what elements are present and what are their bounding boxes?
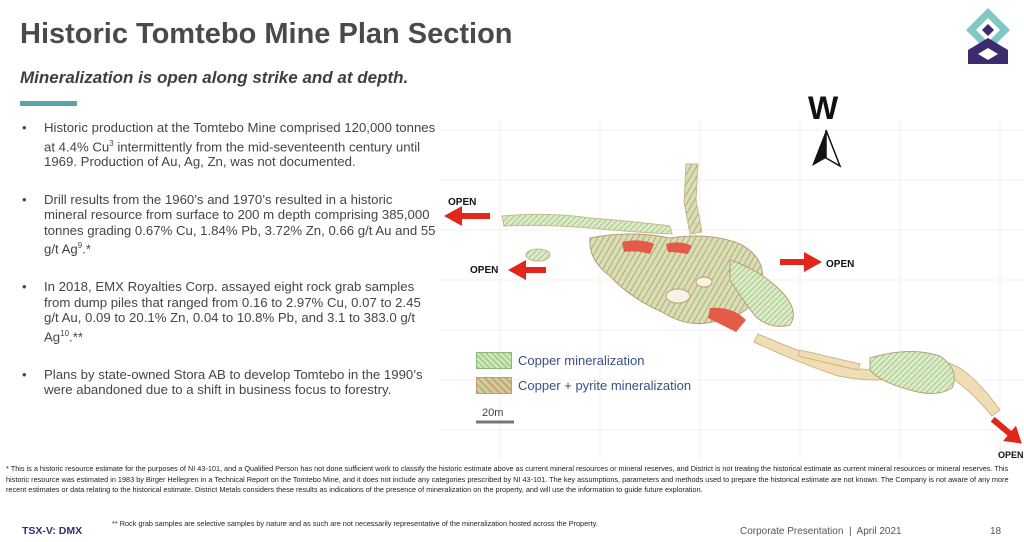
page-number: 18	[990, 526, 1002, 537]
footnote-historic: * This is a historic resource estimate for the purposes of NI 43-101, and a Qualified Person has not done sufficient work to classify the historic estimate above as current mineral resources or mineral reserves, and District is not treating the historical estimate as current mineral resources or mineral reserves. This historic resource was estimated in 1983 by Birger Hellegren in a Technical Report on the Tomtebo Mine, and it does not include any categories prescribed by NI 43-101. The key assumptions, parameters and methods used to prepare the historical estimate are not known. The Company is not aware of any more recent estimates or data relating to the historical estimate. District Metals considers these results as indications of the presence of mineralization on the property, and will use the information to guide future exploration.	[6, 464, 1009, 495]
open-label-west-lower: OPEN	[470, 265, 499, 276]
legend-label-copper-pyrite: Copper + pyrite mineralization	[518, 378, 692, 393]
open-label-east: OPEN	[826, 259, 855, 270]
page-subtitle: Mineralization is open along strike and at depth.	[20, 68, 409, 87]
open-arrow-southeast	[986, 411, 1024, 451]
legend-label-copper: Copper mineralization	[518, 353, 645, 368]
accent-bar	[20, 101, 77, 106]
stope-void	[666, 289, 690, 303]
compass-label: W	[808, 90, 839, 126]
legend-swatch-copper-pyrite	[476, 377, 512, 394]
company-logo	[964, 6, 1012, 66]
open-arrow-west-lower	[508, 260, 546, 280]
legend-swatch-copper	[476, 352, 512, 369]
bullet-item: • Historic production at the Tomtebo Mine comprised 120,000 tonnes at 4.4% Cu$^3$ intermittently from the mid-seventeenth century until 1969. Production of Au, Ag, Zn, was not documented.	[18, 120, 438, 170]
legend-copper-pyrite	[476, 377, 691, 394]
north-arrow-icon	[812, 130, 840, 166]
open-arrow-east	[780, 252, 822, 272]
page-title: Historic Tomtebo Mine Plan Section	[20, 18, 513, 50]
bullet-item: • In 2018, EMX Royalties Corp. assayed eight rock grab samples from dump piles that ranged from 0.16 to 2.97% Cu, 0.07 to 2.45 g/t Au, 0.09 to 20.1% Zn, 0.04 to 10.8% Pb, and 3.1 to 383.0 g/t Ag$^{10}$.**	[18, 279, 438, 344]
open-arrow-west-upper	[444, 206, 490, 226]
open-label-west-upper: OPEN	[448, 197, 477, 208]
footer-presentation: Corporate Presentation | April 2021	[740, 526, 902, 537]
footnote-grab-samples: ** Rock grab samples are selective samples by nature and as such are not necessarily representative of the mineralization hosted across the Property.	[112, 519, 598, 528]
stope-void	[696, 277, 712, 287]
northern-shaft	[684, 164, 702, 234]
eastern-ore-zone	[870, 351, 954, 393]
western-drift	[502, 214, 672, 234]
bullet-item: • Plans by state-owned Stora AB to develop Tomtebo in the 1990’s were abandoned due to a shift in business focus to forestry.	[18, 367, 438, 398]
ore-lens	[526, 249, 550, 261]
mine-plan-drawing	[440, 120, 1024, 460]
legend-copper	[476, 352, 644, 369]
bullet-list	[18, 120, 438, 398]
bullet-item: • Drill results from the 1960’s and 1970’s resulted in a historic mineral resource from surface to 200 m depth comprising 385,000 tonnes grading 0.67% Cu, 1.84% Pb, 3.72% Zn, 0.66 g/t Au and 55 g/t Ag$^9$.*	[18, 192, 438, 257]
ticker-symbol: TSX-V: DMX	[22, 525, 83, 537]
mine-plan-map	[440, 120, 1024, 460]
scale-label: 20m	[482, 407, 504, 419]
open-label-southeast: OPEN	[998, 450, 1024, 460]
